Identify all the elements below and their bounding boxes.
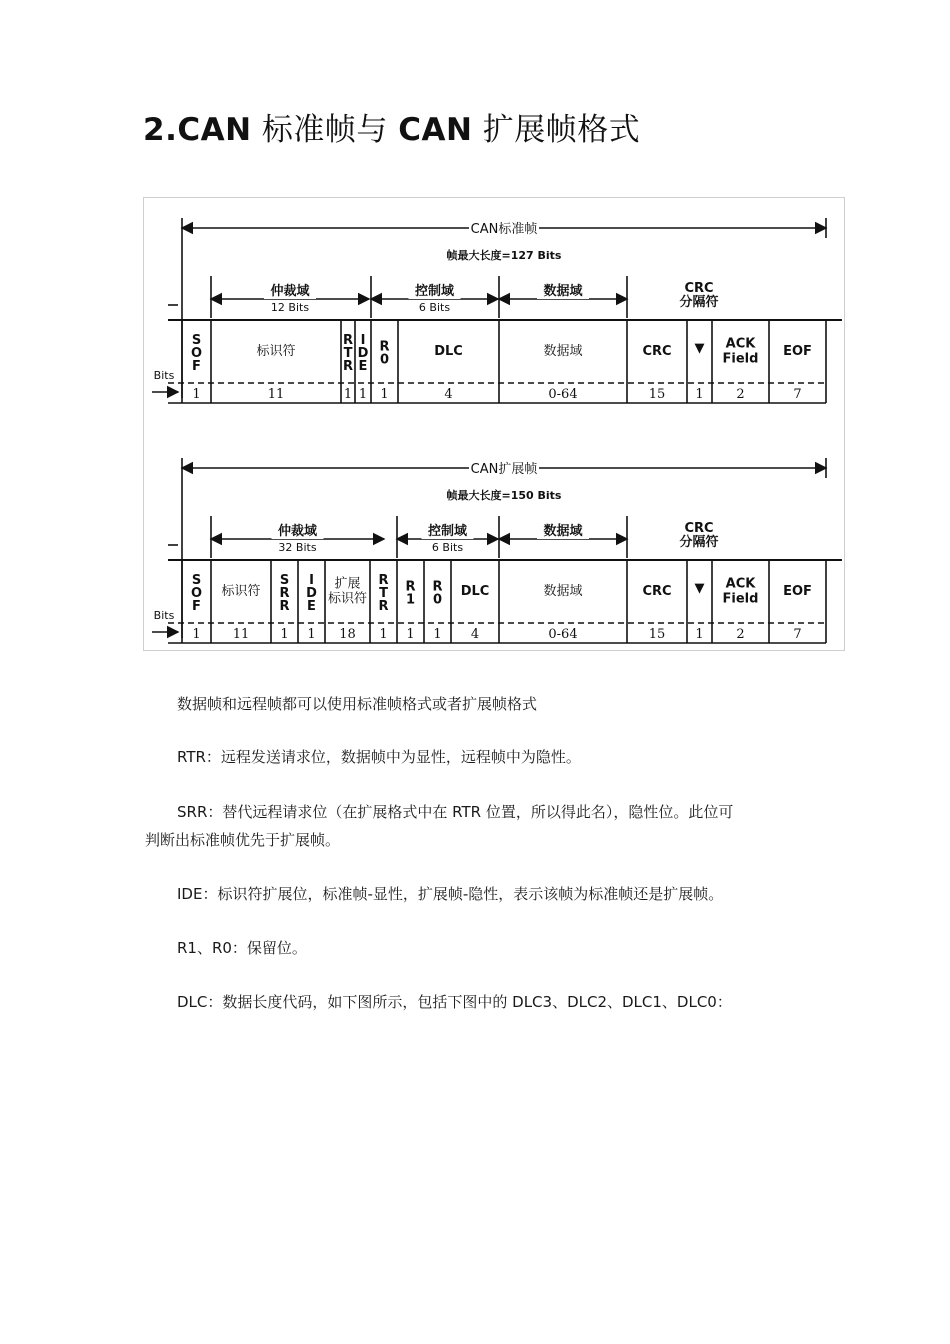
arbitration-field-label: 仲裁域 xyxy=(277,524,318,539)
field-1-name: 标识符 xyxy=(221,584,261,599)
can-frame-format-figure xyxy=(143,197,845,651)
control-field-bits: 6 Bits xyxy=(418,301,451,314)
field-8-bits: 1 xyxy=(695,387,704,402)
field-6-bits: 1 xyxy=(406,627,415,642)
control-field-bits: 6 Bits xyxy=(431,541,464,554)
field-10-bits: 15 xyxy=(648,627,666,642)
field-4-bits: 18 xyxy=(339,627,356,642)
data-field-label: 数据域 xyxy=(543,524,583,539)
field-2-name: S R R xyxy=(279,573,290,614)
field-5-name: DLC xyxy=(434,344,463,359)
paragraph-r1-r0: R1、R0：保留位。 xyxy=(177,939,307,957)
field-3-name: I D E xyxy=(357,333,369,374)
paragraph-dlc: DLC：数据长度代码，如下图所示，包括下图中的 DLC3、DLC2、DLC1、DLC0： xyxy=(177,993,732,1011)
field-8-bits: 4 xyxy=(470,627,480,642)
field-8-name: DLC xyxy=(460,584,490,599)
field-1-bits: 11 xyxy=(267,387,285,402)
field-6-name: R 1 xyxy=(405,579,416,608)
bits-label: Bits xyxy=(153,369,175,382)
field-5-name: R T R xyxy=(378,573,389,614)
field-0-bits: 1 xyxy=(192,627,201,642)
field-13-name: EOF xyxy=(783,584,812,599)
field-9-bits: 0-64 xyxy=(548,627,578,642)
field-9-bits: 2 xyxy=(736,387,745,402)
field-3-name: I D E xyxy=(306,573,317,614)
field-7-bits: 1 xyxy=(433,627,442,642)
field-12-bits: 2 xyxy=(736,627,745,642)
field-10-name: CRC xyxy=(642,584,672,599)
arbitration-field-bits: 12 Bits xyxy=(270,301,310,314)
field-11-bits: 1 xyxy=(695,627,704,642)
crc-delimiter-label: CRC 分隔符 xyxy=(679,281,719,310)
paragraph-rtr: RTR：远程发送请求位，数据帧中为显性，远程帧中为隐性。 xyxy=(177,748,581,766)
field-5-bits: 4 xyxy=(444,387,453,402)
field-9-name: 数据域 xyxy=(543,584,583,599)
field-3-bits: 1 xyxy=(358,387,368,402)
field-10-name: EOF xyxy=(783,344,812,359)
field-5-bits: 1 xyxy=(379,627,388,642)
control-field-label: 控制域 xyxy=(414,284,455,299)
page-title: 2.CAN 标准帧与 CAN 扩展帧格式 xyxy=(143,112,641,148)
paragraph-ide: IDE：标识符扩展位，标准帧-显性，扩展帧-隐性，表示该帧为标准帧还是扩展帧。 xyxy=(177,885,724,903)
field-2-name: R T R xyxy=(342,333,354,374)
field-7-name: R 0 xyxy=(432,579,443,608)
can-frame-diagram xyxy=(144,198,844,650)
bits-label: Bits xyxy=(153,609,175,622)
crc-delimiter-arrow-icon: ▼ xyxy=(694,341,705,356)
crc-delimiter-arrow-icon: ▼ xyxy=(694,581,705,596)
field-13-bits: 7 xyxy=(793,627,802,642)
field-7-name: CRC xyxy=(642,344,672,359)
frame-title-label: CAN扩展帧 xyxy=(470,462,538,477)
paragraph-srr: SRR：替代远程请求位（在扩展格式中在 RTR 位置，所以得此名），隐性位。此位可 判断出标准帧优先于扩展帧。 xyxy=(145,803,734,849)
frame-max-length: 帧最大长度=150 Bits xyxy=(446,489,562,502)
field-9-name: ACK Field xyxy=(722,336,759,367)
field-12-name: ACK Field xyxy=(722,576,759,607)
frame-title-label: CAN标准帧 xyxy=(470,222,538,237)
field-7-bits: 15 xyxy=(648,387,666,402)
arbitration-field-label: 仲裁域 xyxy=(270,284,310,299)
frame-max-length: 帧最大长度=127 Bits xyxy=(446,249,562,262)
field-4-name: R 0 xyxy=(379,339,390,368)
crc-delimiter-label: CRC 分隔符 xyxy=(679,521,719,550)
field-3-bits: 1 xyxy=(307,627,316,642)
paragraph-frame-types: 数据帧和远程帧都可以使用标准帧格式或者扩展帧格式 xyxy=(177,695,538,713)
field-2-bits: 1 xyxy=(280,627,289,642)
arbitration-field-bits: 32 Bits xyxy=(278,541,317,554)
field-4-name: 扩展标识符 xyxy=(327,576,368,607)
field-1-bits: 11 xyxy=(232,627,250,642)
field-6-bits: 0-64 xyxy=(548,387,578,402)
field-0-bits: 1 xyxy=(192,387,201,402)
field-0-name: S O F xyxy=(190,333,203,374)
field-6-name: 数据域 xyxy=(543,344,583,359)
field-10-bits: 7 xyxy=(793,387,802,402)
field-2-bits: 1 xyxy=(343,387,353,402)
data-field-label: 数据域 xyxy=(543,284,583,299)
field-1-name: 标识符 xyxy=(256,344,296,359)
control-field-label: 控制域 xyxy=(427,524,468,539)
field-4-bits: 1 xyxy=(380,387,389,402)
field-0-name: S O F xyxy=(190,573,203,614)
